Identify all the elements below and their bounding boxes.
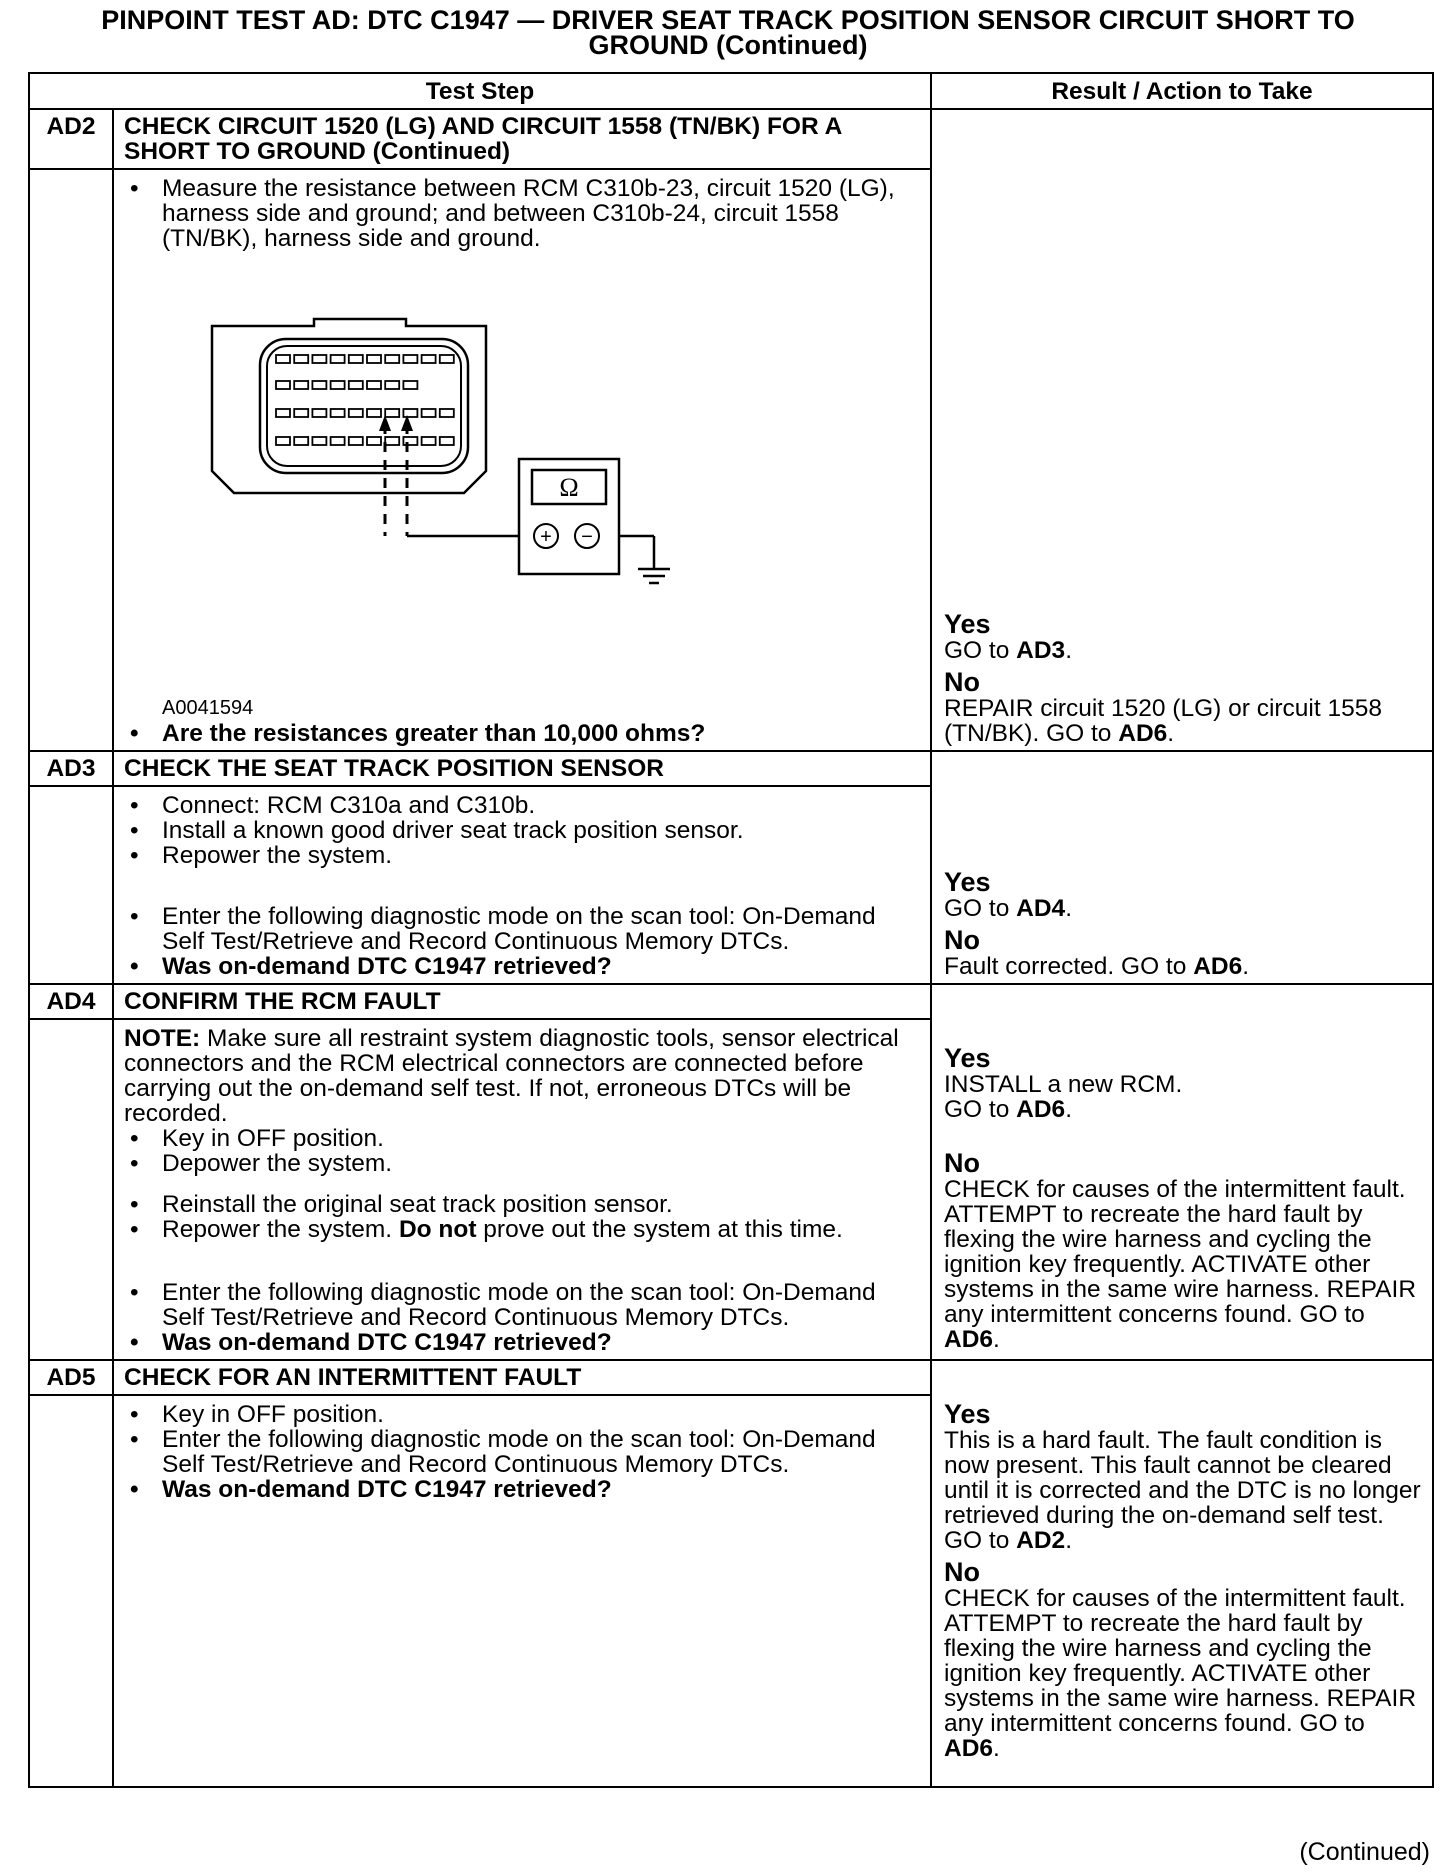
instruction-item: • Enter the following diagnostic mode on the scan tool: On-Demand Self Test/Retrieve and Record Continuous Memory DTCs. [124,904,920,954]
result-cell-ad4 [931,984,1433,1360]
pin-cavity [276,409,290,417]
no-label: No [944,1557,980,1587]
step-link-ad4[interactable]: AD4 [1016,895,1066,922]
instruction-item: • Install a known good driver seat track position sensor. [124,818,920,843]
pin-cavity [440,409,454,417]
step-body [113,786,931,984]
yes-label: Yes [944,1043,991,1073]
step-heading: CONFIRM THE RCM FAULT [113,984,931,1019]
pin-cavity [403,409,417,417]
note-text: Make sure all restraint system diagnostic tools, sensor electrical connectors and the RCM electrical connectors are connected before carrying out the on-demand self test. If not, erroneous DTCs will be recorded. [124,1025,899,1127]
page-title [28,5,1428,60]
pin-cavity [440,355,454,363]
pin-cavity [403,355,417,363]
step-row-ad5 [29,1360,1433,1395]
yes-label: Yes [944,609,991,639]
page-title-line-2: GROUND (Continued) [588,30,868,60]
connector-diagram [124,251,920,721]
pin-cavity [294,381,308,389]
pin-cavity [276,437,290,445]
figure-id: A0041594 [162,697,254,719]
question: • Was on-demand DTC C1947 retrieved? [124,954,920,979]
pin-cavity [331,355,345,363]
pin-cavity [312,437,326,445]
step-id-spacer [29,1019,113,1360]
test-step-header: Test Step [29,73,931,109]
pin-cavity [331,381,345,389]
yes-action: GO to AD4. [944,895,1072,922]
pin-cavity [276,355,290,363]
pin-cavity [422,355,436,363]
minus-sign: − [581,526,593,548]
instruction-item: • Repower the system. Do not prove out the system at this time. [124,1217,920,1242]
step-id-spacer [29,1395,113,1787]
pin-cavity [349,381,363,389]
pin-cavity [349,355,363,363]
instruction-item: • Key in OFF position. [124,1402,920,1427]
yes-action: GO to AD6. [944,1096,1072,1123]
step-row-ad2 [29,109,1433,169]
pin-cavity [422,437,436,445]
step-link-ad6[interactable]: AD6 [1193,953,1243,980]
step-id-spacer [29,786,113,984]
instruction-item: • Enter the following diagnostic mode on the scan tool: On-Demand Self Test/Retrieve and Record Continuous Memory DTCs. [124,1280,920,1330]
question: • Are the resistances greater than 10,000 ohms? [124,721,920,746]
yes-label: Yes [944,1399,991,1429]
step-link-ad6[interactable]: AD6 [1016,1096,1066,1123]
instruction-item: • Connect: RCM C310a and C310b. [124,793,920,818]
no-action: REPAIR circuit 1520 (LG) or circuit 1558 (TN/BK). GO to AD6. [944,695,1382,747]
pin-cavity [422,409,436,417]
note [124,1026,920,1126]
result-cell-ad2 [931,109,1433,751]
pin-cavity [367,381,381,389]
pin-cavity [367,437,381,445]
step-body [113,1019,931,1360]
yes-label: Yes [944,867,991,897]
pin-cavity [385,381,399,389]
instruction-item: • Measure the resistance between RCM C310b-23, circuit 1520 (LG), harness side and ground; and between C310b-24, circuit 1558 (TN/BK), harness side and ground. [124,176,920,251]
no-label: No [944,925,980,955]
result-cell-ad3 [931,751,1433,984]
pin-cavity [294,409,308,417]
pin-cavity [349,409,363,417]
pin-cavity [294,355,308,363]
ohm-symbol: Ω [559,473,579,502]
step-body [113,1395,931,1787]
yes-action: This is a hard fault. The fault condition is now present. This fault cannot be cleared until it is corrected and the DTC is no longer retrieved during the on-demand self test. GO to AD2. [944,1427,1421,1554]
pin-cavity [312,409,326,417]
pin-cavity [349,437,363,445]
question: • Was on-demand DTC C1947 retrieved? [124,1330,920,1355]
pin-cavity [385,355,399,363]
pin-cavity [403,381,417,389]
plus-sign: + [540,526,552,548]
pin-cavity [331,409,345,417]
step-heading: CHECK THE SEAT TRACK POSITION SENSOR [113,751,931,786]
ground-symbol [638,569,670,583]
note-label: NOTE: [124,1025,201,1052]
instruction-item: • Key in OFF position. [124,1126,920,1151]
pin-cavity [294,437,308,445]
connector-face [260,339,468,473]
pin-cavity [331,437,345,445]
pin-cavity [276,381,290,389]
pinpoint-test-table [28,72,1434,1788]
step-id: AD5 [29,1360,113,1395]
instruction-item: • Repower the system. [124,843,920,868]
step-id-spacer [29,169,113,751]
pin-cavity [367,409,381,417]
step-link-ad6[interactable]: AD6 [1118,720,1168,747]
step-row-ad4 [29,984,1433,1019]
table-header-row [29,73,1433,109]
instruction-item: • Depower the system. [124,1151,920,1176]
step-link-ad6[interactable]: AD6 [944,1326,994,1353]
pin-cavity [312,355,326,363]
step-link-ad2[interactable]: AD2 [1016,1527,1066,1554]
instruction-item: • Enter the following diagnostic mode on the scan tool: On-Demand Self Test/Retrieve and Record Continuous Memory DTCs. [124,1427,920,1477]
pin-cavity [385,409,399,417]
connector-diagram-svg [124,251,824,691]
no-label: No [944,1148,980,1178]
pin-cavity [385,437,399,445]
step-body [113,169,931,751]
pin-cavity [312,381,326,389]
step-link-ad6[interactable]: AD6 [944,1735,994,1762]
page-title-line-1: PINPOINT TEST AD: DTC C1947 — DRIVER SEAT TRACK POSITION SENSOR CIRCUIT SHORT TO [101,5,1355,35]
instruction-item: • Reinstall the original seat track position sensor. [124,1192,920,1217]
step-id: AD4 [29,984,113,1019]
step-link-ad3[interactable]: AD3 [1016,637,1066,664]
yes-action-line: INSTALL a new RCM. [944,1071,1183,1098]
step-heading: CHECK CIRCUIT 1520 (LG) AND CIRCUIT 1558 (TN/BK) FOR A SHORT TO GROUND (Continued) [113,109,931,169]
no-label: No [944,667,980,697]
continued-label: (Continued) [1299,1838,1430,1866]
question: • Was on-demand DTC C1947 retrieved? [124,1477,920,1502]
no-action: CHECK for causes of the intermittent fault. ATTEMPT to recreate the hard fault by flexing the wire harness and cycling the ignition key frequently. ACTIVATE other systems in the same wire harness. REPAIR any intermittent concerns found. GO to AD6. [944,1585,1417,1762]
step-heading: CHECK FOR AN INTERMITTENT FAULT [113,1360,931,1395]
pin-cavity [440,437,454,445]
result-header: Result / Action to Take [931,73,1433,109]
no-action: Fault corrected. GO to AD6. [944,953,1250,980]
step-id: AD3 [29,751,113,786]
step-id: AD2 [29,109,113,169]
result-cell-ad5 [931,1360,1433,1787]
pin-cavity [367,355,381,363]
no-action: CHECK for causes of the intermittent fault. ATTEMPT to recreate the hard fault by flexing the wire harness and cycling the ignition key frequently. ACTIVATE other systems in the same wire harness. REPAIR any intermittent concerns found. GO to AD6. [944,1176,1417,1353]
step-row-ad3 [29,751,1433,786]
yes-action: GO to AD3. [944,637,1072,664]
